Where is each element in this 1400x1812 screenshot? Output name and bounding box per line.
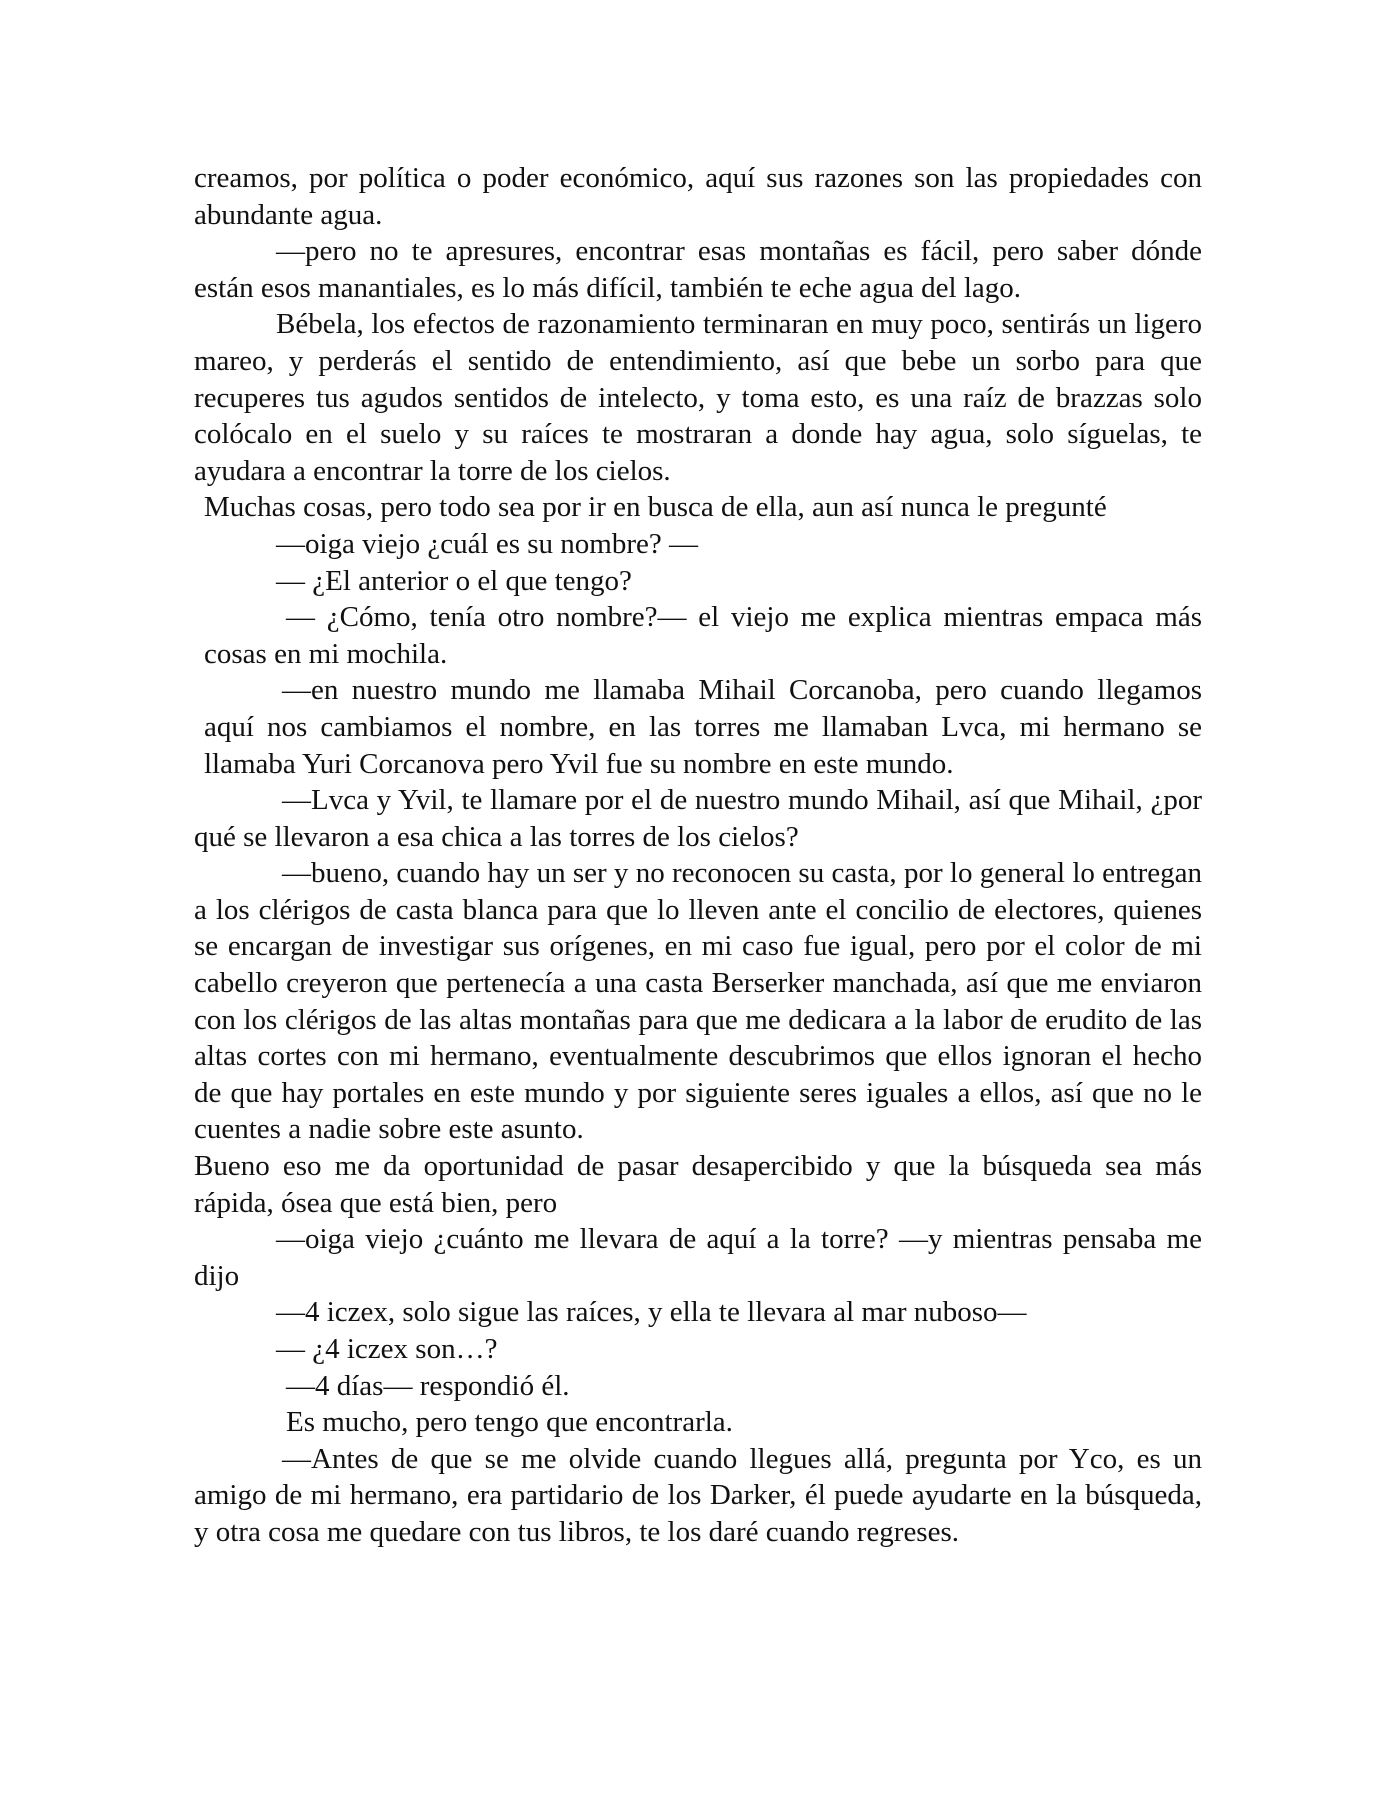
- paragraph-10: —bueno, cuando hay un ser y no reconocen su casta, por lo general lo entregan a los clérigos de casta blanca para que lo lleven ante el concilio de electores, quienes se encargan de investigar sus orígenes, en mi caso fue igual, pero por el color de mi cabello creyeron que pertenecía a una casta Berserker manchada, así que me enviaron con los clérigos de las altas montañas para que me dedicara a la labor de erudito de las altas cortes con mi hermano, eventualmente descubrimos que ellos ignoran el hecho de que hay portales en este mundo y por siguiente seres iguales a ellos, así que no le cuentes a nadie sobre este asunto.: [194, 857, 1202, 1146]
- paragraph-1: creamos, por política o poder económico, aquí sus razones son las propiedades con abundante agua.: [194, 162, 1202, 231]
- paragraph-3: Bébela, los efectos de razonamiento terminaran en muy poco, sentirás un ligero mareo, y perderás el sentido de entendimiento, así que bebe un sorbo para que recuperes tus agudos sentidos de intelecto, y toma esto, es una raíz de brazzas solo colócalo en el suelo y su raíces te mostraran a donde hay agua, solo síguelas, te ayudara a encontrar la torre de los cielos.: [194, 308, 1202, 487]
- document-page: [194, 160, 1202, 1551]
- paragraph-5: —oiga viejo ¿cuál es su nombre? —: [276, 527, 698, 560]
- paragraph-14: — ¿4 iczex son…?: [276, 1333, 498, 1365]
- paragraph-11: Bueno eso me da oportunidad de pasar desapercibido y que la búsqueda sea más rápida, ósea que está bien, pero: [194, 1150, 1202, 1219]
- paragraph-13: —4 iczex, solo sigue las raíces, y ella te llevara al mar nuboso—: [276, 1296, 1027, 1329]
- paragraph-17: —Antes de que se me olvide cuando llegues allá, pregunta por Yco, es un amigo de mi hermano, era partidario de los Darker, él puede ayudarte en la búsqueda, y otra cosa me quedare con tus libros, te los daré cuando regreses.: [194, 1442, 1202, 1548]
- paragraph-8: —en nuestro mundo me llamaba Mihail Corcanoba, pero cuando llegamos aquí nos cambiamos el nombre, en las torres me llamaban Lvca, mi hermano se llamaba Yuri Corcanova pero Yvil fue su nombre en este mundo.: [204, 674, 1202, 780]
- paragraph-4: Muchas cosas, pero todo sea por ir en busca de ella, aun así nunca le pregunté: [204, 491, 1107, 524]
- paragraph-12: —oiga viejo ¿cuánto me llevara de aquí a la torre? —y mientras pensaba me dijo: [194, 1223, 1202, 1292]
- paragraph-7: — ¿Cómo, tenía otro nombre?— el viejo me explica mientras empaca más cosas en mi mochila.: [204, 601, 1202, 670]
- paragraph-9: —Lvca y Yvil, te llamare por el de nuestro mundo Mihail, así que Mihail, ¿por qué se llevaron a esa chica a las torres de los cielos?: [194, 784, 1202, 853]
- paragraph-2: —pero no te apresures, encontrar esas montañas es fácil, pero saber dónde están esos manantiales, es lo más difícil, también te eche agua del lago.: [194, 235, 1202, 304]
- paragraph-6: — ¿El anterior o el que tengo?: [276, 564, 632, 597]
- paragraph-15: —4 días— respondió él.: [286, 1369, 570, 1402]
- paragraph-16: Es mucho, pero tengo que encontrarla.: [286, 1406, 733, 1439]
